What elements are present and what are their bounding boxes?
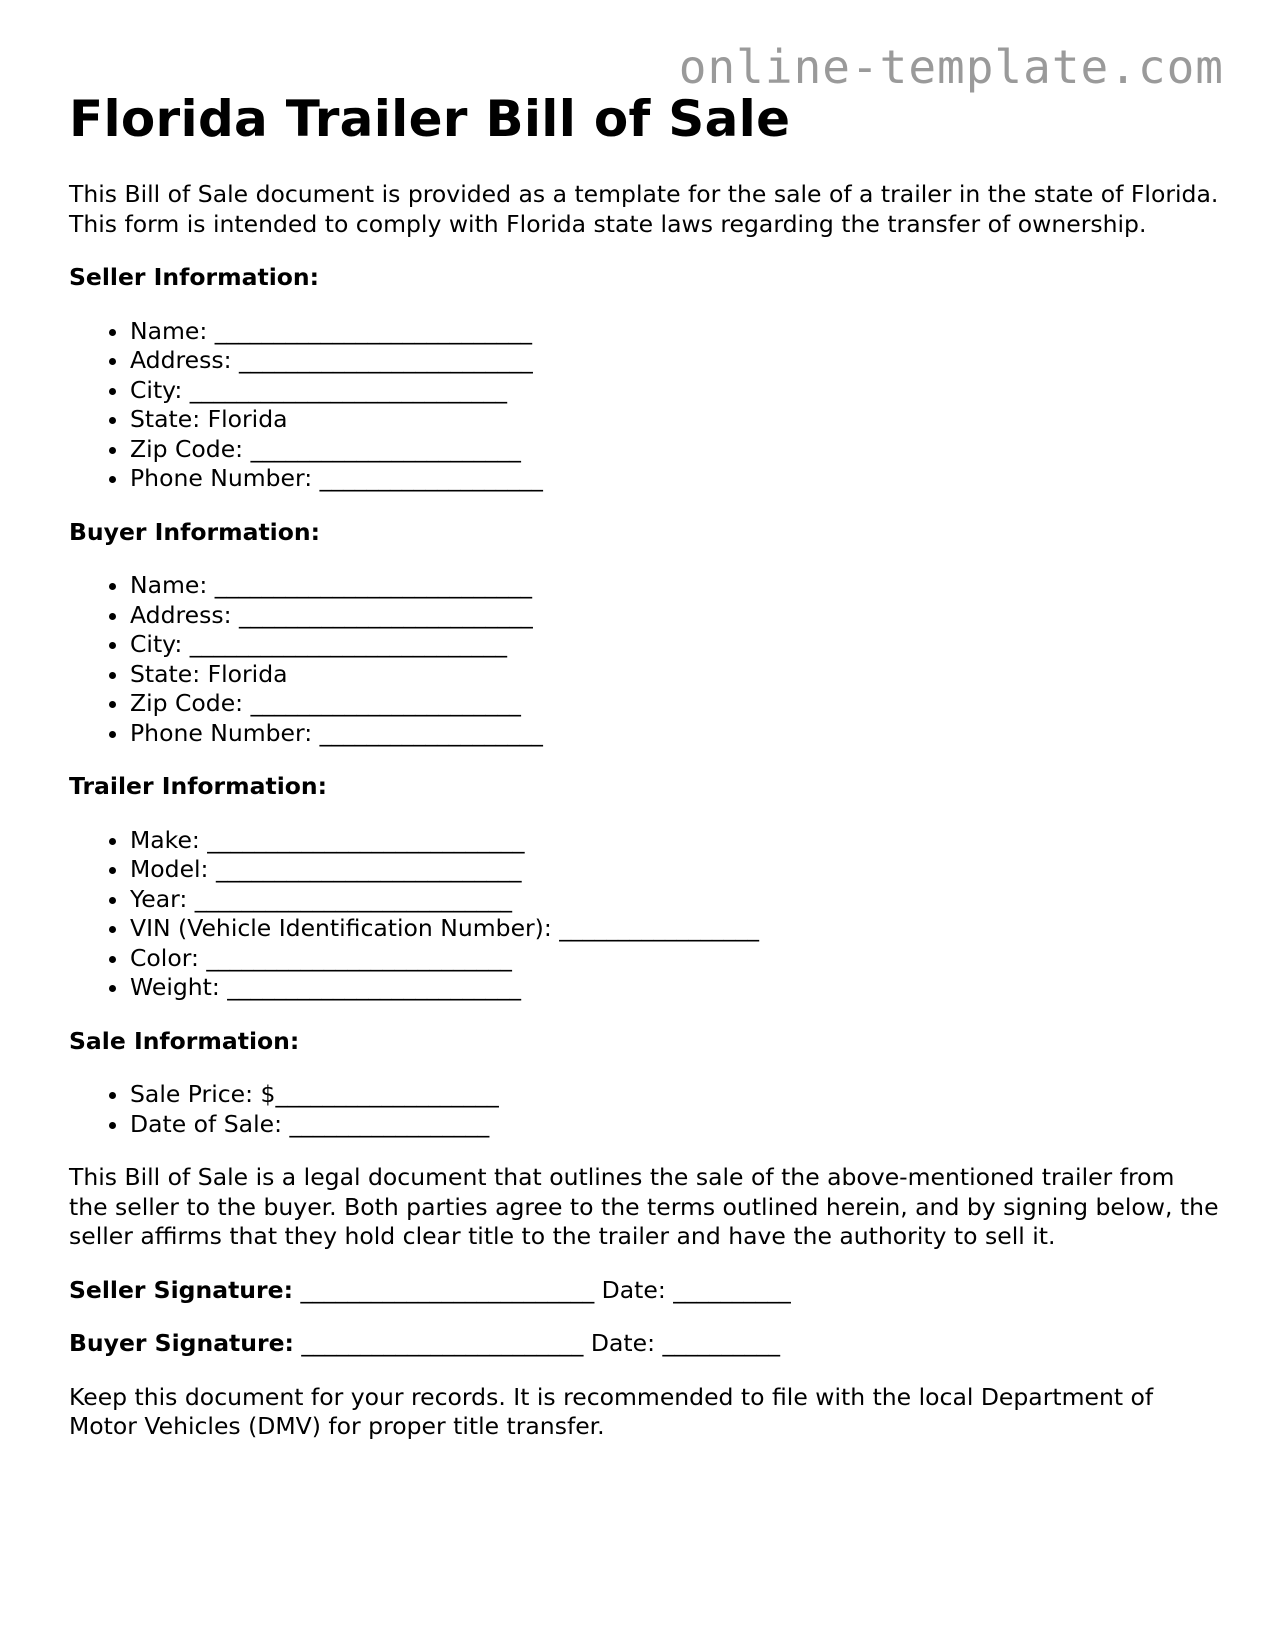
trailer-model-field[interactable]: • Model: __________________________	[130, 855, 1219, 885]
seller-signature-label: Seller Signature:	[69, 1275, 293, 1304]
buyer-signature-label: Buyer Signature:	[69, 1329, 294, 1357]
document-title: Florida Trailer Bill of Sale	[69, 90, 791, 148]
seller-list	[69, 317, 1219, 494]
trailer-weight-field[interactable]: • Weight: _________________________	[130, 973, 1219, 1003]
seller-phone-field[interactable]: • Phone Number: ___________________	[130, 464, 1219, 494]
seller-zip-field[interactable]: • Zip Code: _______________________	[130, 435, 1219, 465]
buyer-address-field[interactable]: • Address: _________________________	[130, 601, 1219, 631]
buyer-signature-date[interactable]: Date: __________	[583, 1329, 780, 1357]
buyer-heading: Buyer Information:	[69, 517, 321, 546]
sale-heading: Sale Information:	[69, 1026, 300, 1055]
trailer-heading: Trailer Information:	[69, 772, 328, 800]
buyer-name-field[interactable]: • Name: ___________________________	[130, 571, 1219, 601]
trailer-list	[69, 826, 1219, 1003]
seller-signature-line[interactable]: _________________________	[292, 1275, 595, 1304]
seller-city-field[interactable]: • City: ___________________________	[130, 376, 1219, 406]
buyer-list	[69, 571, 1219, 748]
buyer-phone-field[interactable]: • Phone Number: ___________________	[130, 719, 1219, 749]
sale-date-field[interactable]: • Date of Sale: _________________	[130, 1110, 1219, 1140]
trailer-color-field[interactable]: • Color: __________________________	[130, 944, 1219, 974]
sale-list	[69, 1080, 1219, 1139]
seller-state-field: • State: Florida	[130, 405, 1219, 435]
buyer-state-field: • State: Florida	[130, 660, 1219, 690]
trailer-vin-field[interactable]: • VIN (Vehicle Identification Number): _________________	[130, 914, 1219, 944]
watermark: online-template.com	[678, 40, 1224, 94]
buyer-zip-field[interactable]: • Zip Code: _______________________	[130, 689, 1219, 719]
trailer-make-field[interactable]: • Make: ___________________________	[130, 826, 1219, 856]
intro-paragraph: This Bill of Sale document is provided as a template for the sale of a trailer in the state of Florida. This form is intended to comply with Florida state laws regarding the transfer of ownership.	[69, 180, 1219, 238]
trailer-year-field[interactable]: • Year: ___________________________	[130, 885, 1219, 915]
closing-paragraph: This Bill of Sale is a legal document that outlines the sale of the above-mentioned trailer from the seller to the buyer. Both parties agree to the terms outlined herein, and by signing below, the seller affirms that they hold clear title to the trailer and have the authority to sell it.	[69, 1163, 1219, 1250]
footer-paragraph: Keep this document for your records. It is recommended to file with the local Department of Motor Vehicles (DMV) for proper title transfer.	[69, 1382, 1154, 1440]
seller-address-field[interactable]: • Address: _________________________	[130, 346, 1219, 376]
seller-signature-row	[69, 1276, 1219, 1306]
seller-name-field[interactable]: • Name: ___________________________	[130, 317, 1219, 347]
buyer-city-field[interactable]: • City: ___________________________	[130, 630, 1219, 660]
document-body	[69, 86, 1219, 1442]
buyer-signature-row	[69, 1329, 1219, 1359]
seller-heading: Seller Information:	[69, 263, 320, 291]
sale-price-field[interactable]: • Sale Price: $___________________	[130, 1080, 1219, 1110]
buyer-signature-line[interactable]: ________________________	[293, 1329, 584, 1357]
seller-signature-date[interactable]: Date: __________	[594, 1275, 791, 1304]
